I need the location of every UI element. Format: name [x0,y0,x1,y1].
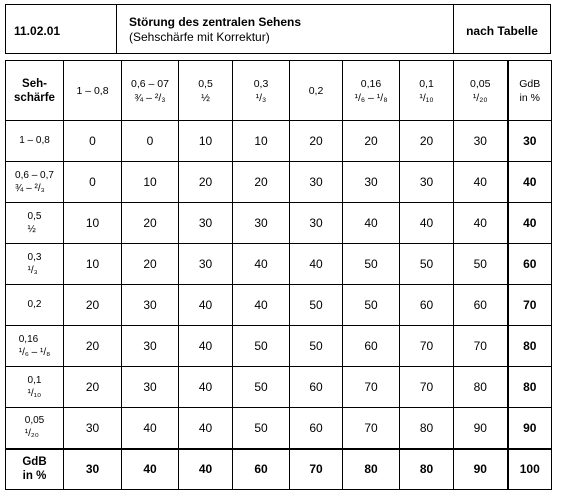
value-cell: 40 [400,203,454,244]
table-row [6,285,552,326]
column-header-label: 0,2 [308,84,324,97]
value-cell: 50 [233,408,290,449]
column-header-label: 0,5 [198,77,213,90]
table-row [6,203,552,244]
table-row [6,367,552,408]
row-header [6,244,64,285]
gdb-column-header-label: GdB [519,77,541,90]
value-cell: 30 [179,244,233,285]
value-cell: 30 [343,162,400,203]
value-cell: 30 [122,285,179,326]
corner-label: Seh- [22,77,47,90]
value-cell: 0 [122,121,179,162]
value-cell: 50 [233,367,290,408]
column-header [290,61,343,121]
value-cell: 10 [179,121,233,162]
gdb-table [5,60,552,490]
gdb-value-cell: 30 [508,121,552,162]
table-header-row [6,61,552,121]
value-cell: 40 [454,203,508,244]
value-cell: 50 [343,244,400,285]
value-cell: 90 [454,449,508,490]
value-cell: 70 [290,449,343,490]
row-header-label: ¹/₁₀ [27,387,42,399]
table-row [6,326,552,367]
column-header-label: ¾ – ²/₃ [134,91,166,104]
column-header-label: ¹/₂₀ [472,91,488,104]
value-cell: 40 [179,367,233,408]
value-cell: 50 [290,285,343,326]
value-cell: 50 [400,244,454,285]
value-cell: 30 [400,162,454,203]
column-header [64,61,122,121]
value-cell: 40 [233,244,290,285]
value-cell: 20 [122,244,179,285]
row-header-label: 0,5 [27,210,42,222]
value-cell: 20 [64,367,122,408]
value-cell: 30 [64,449,122,490]
gdb-value-cell: 90 [508,408,552,449]
value-cell: 50 [454,244,508,285]
column-header-label: 0,6 – 07 [131,77,169,90]
value-cell: 50 [233,326,290,367]
value-cell: 60 [454,285,508,326]
value-cell: 20 [290,121,343,162]
value-cell: 30 [454,121,508,162]
document-header [5,4,551,54]
table-row [6,244,552,285]
value-cell: 20 [122,203,179,244]
column-header-label: ¹/₃ [255,91,267,104]
row-header-label: 0,05 [24,415,45,427]
value-cell: 40 [122,408,179,449]
value-cell: 50 [290,326,343,367]
value-cell: 40 [179,408,233,449]
value-cell: 70 [343,367,400,408]
value-cell: 20 [233,162,290,203]
gdb-value-cell: 60 [508,244,552,285]
value-cell: 70 [454,326,508,367]
value-cell: 20 [400,121,454,162]
value-cell: 80 [454,367,508,408]
value-cell: 60 [233,449,290,490]
value-cell: 10 [64,244,122,285]
page-subtitle: (Sehschärfe mit Korrektur) [129,30,270,44]
value-cell: 20 [179,162,233,203]
value-cell: 70 [400,326,454,367]
value-cell: 20 [64,326,122,367]
value-cell: 30 [122,367,179,408]
column-header-label: ¹/₁₀ [419,91,434,104]
row-header-label: 0,6 – 0,7 [15,169,54,181]
value-cell: 40 [454,162,508,203]
table-row [6,121,552,162]
column-header-label: 1 – 0,8 [76,84,109,97]
corner-header [6,61,64,121]
row-header-label: ¹/₆ – ¹/₈ [18,346,51,358]
table-row [6,408,552,449]
value-cell: 40 [122,449,179,490]
value-cell: 40 [233,285,290,326]
row-header-label: 0,3 [27,251,42,263]
section-code: 11.02.01 [6,5,117,53]
value-cell: 20 [64,285,122,326]
gdb-column-header [508,61,552,121]
gdb-column-header-label: in % [519,91,540,104]
value-cell: 80 [400,449,454,490]
value-cell: 80 [343,449,400,490]
row-header [6,367,64,408]
column-header [400,61,454,121]
value-cell: 30 [122,326,179,367]
header-right-label: nach Tabelle [466,24,538,38]
gdb-value-cell: 80 [508,367,552,408]
value-cell: 40 [179,285,233,326]
row-header-label: ¾ – ²/₃ [15,182,45,194]
page-title: Störung des zentralen Sehens [129,15,302,29]
corner-label: schärfe [14,91,55,104]
header-title-cell [117,5,454,53]
row-header-label: ¹/₂₀ [24,428,39,440]
value-cell: 30 [179,203,233,244]
gdb-value-cell: 70 [508,285,552,326]
column-header-label: 0,3 [253,77,269,90]
value-cell: 60 [290,408,343,449]
value-cell: 60 [290,367,343,408]
table-row [6,162,552,203]
row-header [6,326,64,367]
value-cell: 0 [64,162,122,203]
value-cell: 10 [233,121,290,162]
value-cell: 40 [343,203,400,244]
value-cell: 80 [400,408,454,449]
column-header-label: 0,1 [419,77,434,90]
row-header-label: ¹/₃ [27,264,38,276]
value-cell: 60 [400,285,454,326]
column-header-label: ¹/₆ – ¹/₈ [354,91,388,104]
column-header [343,61,400,121]
gdb-value-cell: 40 [508,162,552,203]
row-header-label: 0,1 [27,374,42,386]
gdb-value-cell: 40 [508,203,552,244]
row-header [6,408,64,449]
gdb-value-cell: 100 [508,449,552,490]
value-cell: 50 [343,285,400,326]
row-header-label: GdB [22,456,47,469]
column-header [454,61,508,121]
gdb-row-header [6,449,64,490]
row-header [6,203,64,244]
row-header [6,162,64,203]
value-cell: 20 [343,121,400,162]
value-cell: 90 [454,408,508,449]
value-cell: 70 [343,408,400,449]
row-header-label: 1 – 0,8 [19,135,50,146]
value-cell: 10 [122,162,179,203]
value-cell: 40 [179,326,233,367]
value-cell: 10 [64,203,122,244]
gdb-value-cell: 80 [508,326,552,367]
column-header [179,61,233,121]
row-header-label: in % [22,470,47,483]
row-header [6,121,64,162]
row-header-label: ½ [27,223,36,235]
column-header [233,61,290,121]
value-cell: 30 [64,408,122,449]
value-cell: 60 [343,326,400,367]
value-cell: 40 [179,449,233,490]
value-cell: 40 [290,244,343,285]
value-cell: 30 [290,162,343,203]
row-header [6,285,64,326]
gdb-summary-row [6,449,552,490]
row-header-label: 0,2 [27,299,42,310]
value-cell: 70 [400,367,454,408]
column-header-label: 0,05 [470,77,491,90]
column-header-label: 0,16 [360,77,382,90]
value-cell: 30 [290,203,343,244]
column-header [122,61,179,121]
row-header-label: 0,16 [18,333,39,345]
value-cell: 0 [64,121,122,162]
value-cell: 30 [233,203,290,244]
column-header-label: ½ [201,91,210,104]
